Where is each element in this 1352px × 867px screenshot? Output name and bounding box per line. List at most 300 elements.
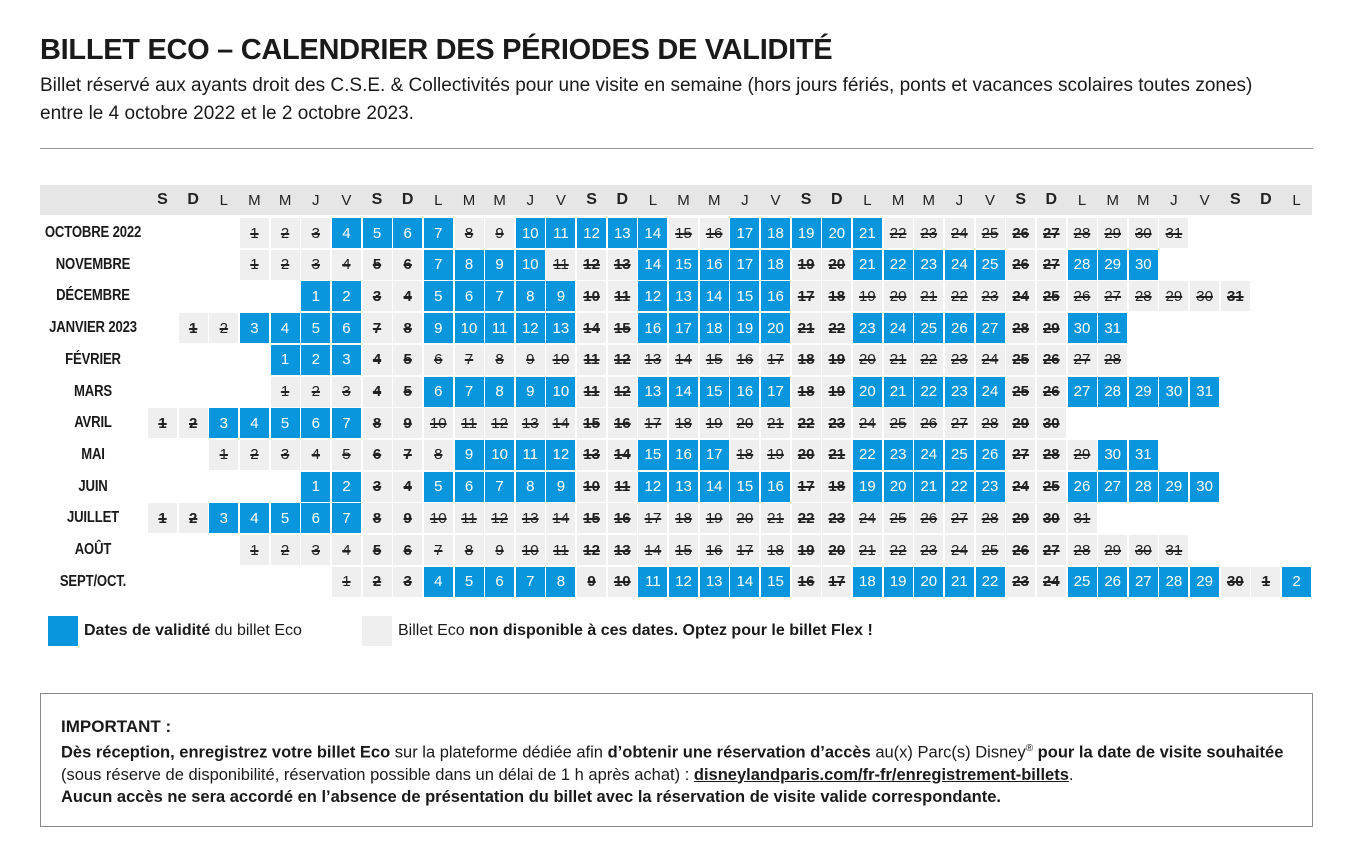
day-header-2: L xyxy=(219,191,228,209)
day-cell-valid: 15 xyxy=(761,567,790,597)
month-label: JUILLET xyxy=(66,509,120,527)
day-cell-valid: 27 xyxy=(1098,472,1127,502)
day-cell-unavailable: 7 xyxy=(455,345,484,375)
day-cell-unavailable: 19 xyxy=(822,377,851,407)
day-cell-unavailable: 20 xyxy=(822,250,851,280)
day-cell-unavailable: 11 xyxy=(455,503,484,533)
day-cell-valid: 4 xyxy=(240,408,269,438)
day-cell-unavailable: 5 xyxy=(393,345,422,375)
day-cell-valid: 9 xyxy=(516,377,545,407)
day-cell-valid: 30 xyxy=(1159,377,1188,407)
day-cell-unavailable: 5 xyxy=(363,250,392,280)
day-cell-unavailable: 26 xyxy=(914,408,943,438)
day-header-25: M xyxy=(922,191,936,209)
day-cell-unavailable: 13 xyxy=(516,503,545,533)
day-cell-unavailable: 19 xyxy=(822,345,851,375)
day-cell-valid: 10 xyxy=(455,313,484,343)
day-cell-unavailable: 25 xyxy=(1037,472,1066,502)
day-cell-valid: 24 xyxy=(945,250,974,280)
day-cell-valid: 20 xyxy=(914,567,943,597)
day-cell-unavailable: 8 xyxy=(424,440,453,470)
day-cell-unavailable: 21 xyxy=(822,440,851,470)
day-header-6: V xyxy=(341,191,352,209)
day-cell-unavailable: 31 xyxy=(1068,503,1097,533)
day-cell-valid: 23 xyxy=(976,472,1005,502)
day-cell-unavailable: 24 xyxy=(1037,567,1066,597)
day-cell-unavailable: 26 xyxy=(1006,250,1035,280)
day-cell-unavailable: 17 xyxy=(638,408,667,438)
day-cell-valid: 6 xyxy=(455,281,484,311)
day-cell-valid: 28 xyxy=(1098,377,1127,407)
day-cell-unavailable: 1 xyxy=(271,377,300,407)
day-cell-unavailable: 28 xyxy=(976,503,1005,533)
day-cell-unavailable: 12 xyxy=(577,535,606,565)
day-cell-valid: 17 xyxy=(669,313,698,343)
day-cell-valid: 10 xyxy=(485,440,514,470)
day-header-13: V xyxy=(555,191,566,209)
day-cell-valid: 11 xyxy=(516,440,545,470)
day-cell-unavailable: 13 xyxy=(608,250,637,280)
day-cell-valid: 16 xyxy=(700,250,729,280)
day-cell-valid: 8 xyxy=(516,472,545,502)
day-cell-valid: 7 xyxy=(424,218,453,248)
day-cell-unavailable: 9 xyxy=(577,567,606,597)
day-cell-valid: 19 xyxy=(730,313,759,343)
day-cell-unavailable: 4 xyxy=(301,440,330,470)
day-cell-unavailable: 23 xyxy=(1006,567,1035,597)
day-cell-unavailable: 11 xyxy=(608,472,637,502)
registration-link[interactable]: disneylandparis.com/fr-fr/enregistrement-billets xyxy=(693,765,1069,784)
day-cell-unavailable: 4 xyxy=(332,250,361,280)
month-label: OCTOBRE 2022 xyxy=(44,224,142,241)
day-cell-unavailable: 25 xyxy=(976,218,1005,248)
day-header-18: M xyxy=(707,191,721,209)
day-cell-unavailable: 3 xyxy=(271,440,300,470)
day-cell-unavailable: 2 xyxy=(271,250,300,280)
day-cell-unavailable: 28 xyxy=(1129,281,1158,311)
month-row xyxy=(40,472,1312,502)
day-cell-valid: 13 xyxy=(700,567,729,597)
day-cell-unavailable: 7 xyxy=(424,535,453,565)
day-cell-valid: 8 xyxy=(485,377,514,407)
important-body: Dès réception, enregistrez votre billet Eco sur la plateforme dédiée afin d’obtenir une réservation d’accès au(x) Parc(s) Disney® pour la date de visite souhaitée (sous réserve de disponibilité, réservation possible dans un délai de 1 h après achat) : disneylandparis.com/fr-fr/enregistrement-billets. Aucun accès ne sera accordé en l’absence de présentation du billet avec la réservation de visite valide correspondante. xyxy=(61,743,1284,806)
day-cell-valid: 22 xyxy=(884,250,913,280)
month-row xyxy=(40,313,1312,343)
day-cell-unavailable: 10 xyxy=(608,567,637,597)
day-cell-unavailable: 2 xyxy=(240,440,269,470)
day-cell-unavailable: 18 xyxy=(822,472,851,502)
day-cell-valid: 25 xyxy=(914,313,943,343)
day-cell-valid: 29 xyxy=(1098,250,1127,280)
day-cell-valid: 2 xyxy=(301,345,330,375)
day-cell-valid: 13 xyxy=(669,281,698,311)
day-cell-unavailable: 22 xyxy=(884,535,913,565)
legend-valid-swatch xyxy=(48,616,78,646)
day-cell-unavailable: 19 xyxy=(761,440,790,470)
day-cell-valid: 12 xyxy=(516,313,545,343)
day-header-21: S xyxy=(800,191,812,208)
day-header-23: L xyxy=(863,191,872,209)
day-header-0: S xyxy=(157,191,168,208)
day-cell-valid: 31 xyxy=(1190,377,1219,407)
day-cell-unavailable: 23 xyxy=(945,345,974,375)
day-cell-valid: 28 xyxy=(1159,567,1188,597)
day-cell-unavailable: 9 xyxy=(485,535,514,565)
day-cell-unavailable: 21 xyxy=(853,535,882,565)
day-cell-unavailable: 3 xyxy=(332,377,361,407)
day-cell-unavailable: 24 xyxy=(945,535,974,565)
day-cell-valid: 1 xyxy=(271,345,300,375)
day-cell-unavailable: 22 xyxy=(914,345,943,375)
day-cell-valid: 9 xyxy=(546,281,575,311)
day-cell-unavailable: 4 xyxy=(363,345,392,375)
day-cell-unavailable: 30 xyxy=(1221,567,1250,597)
day-cell-unavailable: 24 xyxy=(853,503,882,533)
day-cell-unavailable: 15 xyxy=(700,345,729,375)
day-cell-valid: 8 xyxy=(455,250,484,280)
day-header-22: D xyxy=(831,191,843,208)
day-cell-valid: 15 xyxy=(669,250,698,280)
day-cell-valid: 1 xyxy=(301,472,330,502)
day-cell-unavailable: 8 xyxy=(363,408,392,438)
day-cell-valid: 2 xyxy=(1282,567,1311,597)
day-header-10: M xyxy=(462,191,476,209)
day-cell-unavailable: 17 xyxy=(761,345,790,375)
day-header-35: S xyxy=(1229,191,1241,208)
important-notice xyxy=(40,693,1313,827)
day-header-36: D xyxy=(1260,191,1272,208)
day-cell-unavailable: 16 xyxy=(700,218,729,248)
day-cell-valid: 30 xyxy=(1129,250,1158,280)
day-cell-valid: 12 xyxy=(638,472,667,502)
day-cell-unavailable: 29 xyxy=(1006,503,1035,533)
day-cell-unavailable: 5 xyxy=(393,377,422,407)
day-cell-valid: 13 xyxy=(638,377,667,407)
day-cell-unavailable: 14 xyxy=(608,440,637,470)
month-label: MAI xyxy=(81,445,105,463)
day-cell-unavailable: 25 xyxy=(1006,345,1035,375)
day-cell-unavailable: 30 xyxy=(1129,535,1158,565)
day-cell-valid: 12 xyxy=(546,440,575,470)
day-cell-unavailable: 1 xyxy=(148,408,177,438)
day-cell-unavailable: 3 xyxy=(301,535,330,565)
day-cell-unavailable: 3 xyxy=(393,567,422,597)
day-header-20: V xyxy=(770,191,781,209)
day-cell-unavailable: 28 xyxy=(1068,535,1097,565)
day-header-9: L xyxy=(434,191,443,209)
day-cell-valid: 18 xyxy=(761,250,790,280)
day-cell-valid: 7 xyxy=(485,472,514,502)
day-cell-unavailable: 13 xyxy=(516,408,545,438)
day-cell-unavailable: 3 xyxy=(363,472,392,502)
day-cell-unavailable: 24 xyxy=(976,345,1005,375)
important-title: IMPORTANT : xyxy=(61,717,172,736)
day-cell-unavailable: 31 xyxy=(1159,218,1188,248)
day-cell-unavailable: 5 xyxy=(332,440,361,470)
day-header-33: J xyxy=(1170,191,1178,209)
page-title: BILLET ECO – CALENDRIER DES PÉRIODES DE VALIDITÉ xyxy=(40,34,833,66)
day-cell-valid: 25 xyxy=(945,440,974,470)
day-cell-unavailable: 25 xyxy=(884,408,913,438)
day-cell-unavailable: 1 xyxy=(240,250,269,280)
day-cell-unavailable: 29 xyxy=(1006,408,1035,438)
day-cell-valid: 21 xyxy=(945,567,974,597)
day-cell-valid: 10 xyxy=(546,377,575,407)
day-cell-unavailable: 27 xyxy=(945,503,974,533)
day-cell-unavailable: 18 xyxy=(669,408,698,438)
day-cell-valid: 19 xyxy=(853,472,882,502)
day-cell-valid: 20 xyxy=(761,313,790,343)
day-cell-unavailable: 29 xyxy=(1068,440,1097,470)
day-cell-unavailable: 15 xyxy=(577,408,606,438)
month-label: NOVEMBRE xyxy=(55,255,131,273)
day-header-3: M xyxy=(248,191,261,209)
day-cell-unavailable: 11 xyxy=(455,408,484,438)
day-header-28: S xyxy=(1015,191,1027,208)
day-cell-unavailable: 6 xyxy=(363,440,392,470)
day-cell-unavailable: 23 xyxy=(822,503,851,533)
day-cell-valid: 7 xyxy=(332,503,361,533)
day-cell-unavailable: 8 xyxy=(485,345,514,375)
day-cell-valid: 16 xyxy=(669,440,698,470)
day-header-24: M xyxy=(891,191,905,209)
day-cell-unavailable: 6 xyxy=(393,250,422,280)
day-cell-valid: 11 xyxy=(546,218,575,248)
day-cell-valid: 8 xyxy=(516,281,545,311)
day-cell-unavailable: 20 xyxy=(884,281,913,311)
day-cell-unavailable: 21 xyxy=(792,313,821,343)
day-cell-valid: 14 xyxy=(700,281,729,311)
day-cell-unavailable: 14 xyxy=(546,503,575,533)
day-cell-unavailable: 23 xyxy=(976,281,1005,311)
day-cell-valid: 5 xyxy=(424,281,453,311)
day-cell-unavailable: 8 xyxy=(455,218,484,248)
day-cell-unavailable: 1 xyxy=(209,440,238,470)
day-cell-valid: 20 xyxy=(884,472,913,502)
day-cell-valid: 23 xyxy=(884,440,913,470)
day-cell-valid: 20 xyxy=(822,218,851,248)
day-cell-valid: 10 xyxy=(516,250,545,280)
day-cell-unavailable: 1 xyxy=(240,218,269,248)
day-cell-unavailable: 2 xyxy=(363,567,392,597)
day-header-12: J xyxy=(526,191,535,209)
day-cell-valid: 17 xyxy=(730,218,759,248)
day-header-32: M xyxy=(1137,191,1150,209)
month-row xyxy=(40,535,1312,565)
day-cell-valid: 16 xyxy=(761,281,790,311)
day-cell-valid: 22 xyxy=(914,377,943,407)
month-row xyxy=(40,218,1312,248)
day-cell-valid: 29 xyxy=(1129,377,1158,407)
day-cell-unavailable: 27 xyxy=(1037,535,1066,565)
day-cell-unavailable: 2 xyxy=(179,408,208,438)
day-cell-unavailable: 22 xyxy=(822,313,851,343)
day-cell-unavailable: 27 xyxy=(1006,440,1035,470)
day-cell-unavailable: 10 xyxy=(424,503,453,533)
day-cell-unavailable: 21 xyxy=(761,503,790,533)
day-cell-valid: 22 xyxy=(945,472,974,502)
day-cell-unavailable: 11 xyxy=(546,250,575,280)
day-cell-valid: 5 xyxy=(424,472,453,502)
month-row xyxy=(40,440,1312,470)
day-cell-unavailable: 1 xyxy=(1251,567,1280,597)
day-cell-unavailable: 9 xyxy=(485,218,514,248)
day-header-19: J xyxy=(741,191,749,209)
day-cell-unavailable: 11 xyxy=(577,345,606,375)
day-cell-unavailable: 30 xyxy=(1190,281,1219,311)
day-cell-valid: 14 xyxy=(700,472,729,502)
day-cell-unavailable: 1 xyxy=(240,535,269,565)
day-cell-unavailable: 12 xyxy=(608,345,637,375)
day-cell-unavailable: 25 xyxy=(1037,281,1066,311)
day-cell-unavailable: 27 xyxy=(1037,218,1066,248)
day-cell-valid: 7 xyxy=(485,281,514,311)
day-cell-unavailable: 15 xyxy=(608,313,637,343)
day-cell-valid: 15 xyxy=(730,281,759,311)
day-cell-valid: 29 xyxy=(1190,567,1219,597)
day-cell-valid: 21 xyxy=(853,250,882,280)
day-cell-valid: 19 xyxy=(792,218,821,248)
day-header-37: L xyxy=(1292,191,1301,209)
day-cell-unavailable: 29 xyxy=(1159,281,1188,311)
day-cell-valid: 27 xyxy=(976,313,1005,343)
day-cell-unavailable: 7 xyxy=(393,440,422,470)
day-cell-valid: 14 xyxy=(669,377,698,407)
day-cell-unavailable: 10 xyxy=(516,535,545,565)
day-cell-valid: 4 xyxy=(424,567,453,597)
day-cell-unavailable: 13 xyxy=(638,345,667,375)
day-header-29: D xyxy=(1045,191,1058,208)
day-cell-valid: 30 xyxy=(1190,472,1219,502)
day-cell-valid: 14 xyxy=(638,250,667,280)
day-cell-unavailable: 6 xyxy=(424,345,453,375)
day-cell-unavailable: 22 xyxy=(792,503,821,533)
day-cell-unavailable: 18 xyxy=(792,345,821,375)
day-cell-valid: 24 xyxy=(976,377,1005,407)
day-cell-valid: 13 xyxy=(608,218,637,248)
day-cell-valid: 7 xyxy=(516,567,545,597)
day-cell-unavailable: 18 xyxy=(730,440,759,470)
day-cell-unavailable: 20 xyxy=(792,440,821,470)
month-row xyxy=(40,281,1312,311)
day-header-1: D xyxy=(187,191,199,208)
month-label: SEPT/OCT. xyxy=(59,572,127,590)
month-label: FÉVRIER xyxy=(65,350,121,368)
legend-unavailable-text: Billet Eco non disponible à ces dates. Optez pour le billet Flex ! xyxy=(398,622,873,639)
day-cell-unavailable: 14 xyxy=(669,345,698,375)
day-cell-unavailable: 5 xyxy=(363,535,392,565)
day-cell-unavailable: 31 xyxy=(1159,535,1188,565)
day-header-30: L xyxy=(1077,191,1087,209)
day-cell-valid: 8 xyxy=(546,567,575,597)
day-cell-unavailable: 15 xyxy=(669,535,698,565)
month-row xyxy=(40,345,1312,375)
day-cell-unavailable: 6 xyxy=(393,535,422,565)
day-cell-unavailable: 2 xyxy=(271,535,300,565)
day-cell-unavailable: 20 xyxy=(822,535,851,565)
month-label: JUIN xyxy=(78,477,108,495)
day-cell-unavailable: 4 xyxy=(332,535,361,565)
day-cell-valid: 26 xyxy=(976,440,1005,470)
day-cell-valid: 4 xyxy=(332,218,361,248)
day-cell-unavailable: 13 xyxy=(608,535,637,565)
day-cell-valid: 5 xyxy=(455,567,484,597)
day-header-31: M xyxy=(1106,191,1119,209)
day-cell-valid: 22 xyxy=(976,567,1005,597)
day-header-27: V xyxy=(984,191,995,209)
day-cell-unavailable: 23 xyxy=(914,218,943,248)
day-cell-valid: 28 xyxy=(1068,250,1097,280)
day-cell-valid: 13 xyxy=(669,472,698,502)
day-cell-unavailable: 2 xyxy=(209,313,238,343)
day-cell-valid: 6 xyxy=(424,377,453,407)
month-label: AVRIL xyxy=(74,414,112,432)
day-cell-unavailable: 23 xyxy=(914,535,943,565)
day-cell-valid: 7 xyxy=(424,250,453,280)
day-cell-unavailable: 22 xyxy=(792,408,821,438)
day-cell-valid: 2 xyxy=(332,472,361,502)
day-cell-valid: 18 xyxy=(853,567,882,597)
day-cell-valid: 28 xyxy=(1129,472,1158,502)
day-cell-unavailable: 26 xyxy=(1068,281,1097,311)
day-cell-valid: 21 xyxy=(853,218,882,248)
day-cell-unavailable: 14 xyxy=(546,408,575,438)
day-cell-unavailable: 4 xyxy=(393,472,422,502)
day-cell-unavailable: 24 xyxy=(1006,281,1035,311)
day-cell-unavailable: 10 xyxy=(424,408,453,438)
day-cell-unavailable: 28 xyxy=(976,408,1005,438)
divider xyxy=(40,148,1313,149)
day-cell-unavailable: 30 xyxy=(1037,408,1066,438)
day-cell-valid: 3 xyxy=(332,345,361,375)
day-header-8: D xyxy=(401,191,414,208)
day-header-11: M xyxy=(493,191,506,209)
day-header-34: V xyxy=(1199,191,1210,209)
day-cell-unavailable: 21 xyxy=(884,345,913,375)
day-cell-unavailable: 20 xyxy=(730,408,759,438)
day-cell-unavailable: 9 xyxy=(393,408,422,438)
legend-unavailable-swatch xyxy=(362,616,392,646)
day-cell-valid: 6 xyxy=(301,408,330,438)
day-cell-unavailable: 25 xyxy=(976,535,1005,565)
day-cell-unavailable: 17 xyxy=(822,567,851,597)
day-header-26: J xyxy=(955,191,964,209)
day-cell-valid: 21 xyxy=(914,472,943,502)
day-cell-valid: 12 xyxy=(577,218,606,248)
day-cell-unavailable: 19 xyxy=(853,281,882,311)
day-cell-unavailable: 14 xyxy=(638,535,667,565)
day-cell-unavailable: 22 xyxy=(884,218,913,248)
day-cell-unavailable: 2 xyxy=(271,218,300,248)
day-cell-unavailable: 26 xyxy=(1037,377,1066,407)
day-cell-valid: 12 xyxy=(638,281,667,311)
day-cell-unavailable: 19 xyxy=(700,408,729,438)
day-cell-unavailable: 20 xyxy=(730,503,759,533)
day-cell-unavailable: 1 xyxy=(148,503,177,533)
day-header-15: D xyxy=(616,191,629,208)
day-cell-unavailable: 16 xyxy=(730,345,759,375)
day-cell-valid: 5 xyxy=(363,218,392,248)
day-cell-unavailable: 9 xyxy=(516,345,545,375)
day-cell-unavailable: 17 xyxy=(730,535,759,565)
month-label: JANVIER 2023 xyxy=(49,319,137,337)
day-cell-unavailable: 4 xyxy=(363,377,392,407)
day-cell-valid: 4 xyxy=(240,503,269,533)
day-cell-valid: 6 xyxy=(332,313,361,343)
month-row xyxy=(40,408,1312,438)
day-cell-valid: 6 xyxy=(455,472,484,502)
day-cell-valid: 14 xyxy=(638,218,667,248)
